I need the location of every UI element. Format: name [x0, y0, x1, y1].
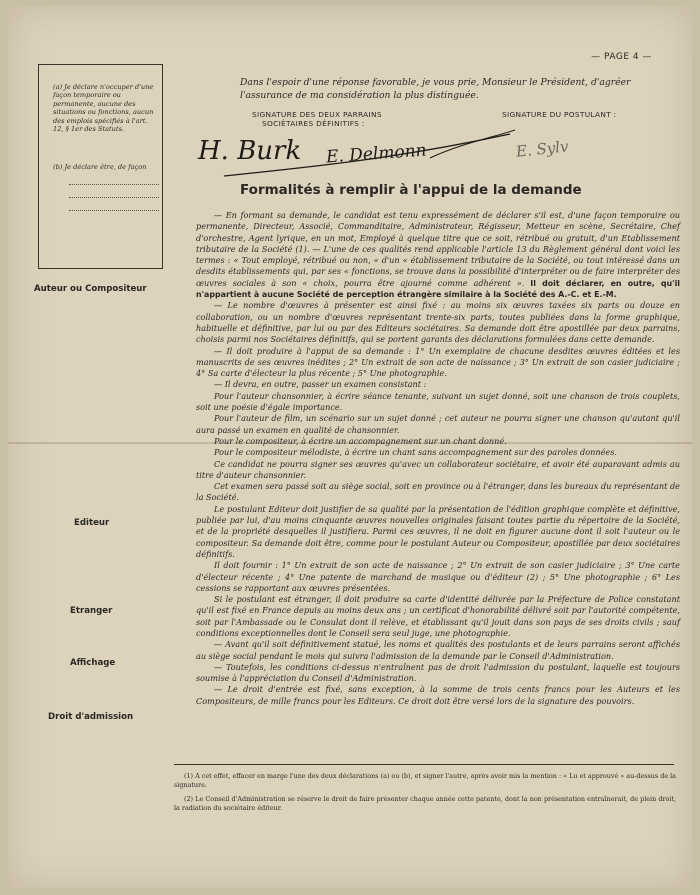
paragraph: — Toutefois, les conditions ci-dessus n'entraînent pas de droit l'admission du postulant, laquelle est toujours soumise à l'appréciation du Conseil d'Administration.: [196, 661, 680, 684]
document-page: [8, 6, 692, 888]
applicant-signature: E. Sylv: [515, 137, 570, 161]
footnote-rule: [174, 764, 674, 765]
side-label-posting: Affichage: [70, 658, 116, 668]
declaration-a: (a) Je déclare n'occuper d'une façon temporaire ou permanente, aucune des situations ou fonctions, aucun des emplois spécifiés à l'art. 12, § 1er des Statuts.: [53, 83, 154, 134]
paragraph: Le postulant Editeur doit justifier de sa qualité par la présentation de l'édition graphique complète et définitive, publiée par lui, d'au moins cinquante œuvres nouvelles originales faisant toutes partie du répertoire de la Société, et de la propriété desquelles il justifiera. Parmi ces œuvres, il ne doit en figurer aucune dont il soit l'auteur ou le compositeur. Sa demande doit être, comme pour le postulant Auteur ou Compositeur, apostillée par deux sociétaires définitifs.: [196, 503, 680, 559]
side-label-foreigner: Etranger: [70, 606, 113, 616]
paragraph: Pour l'auteur de film, un scénario sur un sujet donné ; cet auteur ne pourra signer une chanson qu'autant qu'il aura passé un examen en qualité de chansonnier.: [196, 413, 680, 435]
paragraph: Il doit fournir : 1° Un extrait de son acte de naissance ; 2° Un extrait de son casier judiciaire ; 3° Une carte d'électeur récente ; 4° Une patente de marchand de musique ou d'éditeur (2) ; 5° Une photographie ; 6° Les cessions se rapportant aux œuvres présentées.: [196, 560, 680, 593]
paragraph: — Le nombre d'œuvres à présenter est ainsi fixé : au moins six œuvres taxées six parts ou douze en collaboration, ou un nombre d'œuvres représentant trente-six parts, toutes publiées dans la forme graphique, habituelle et définitive, par lui ou par des Editeurs sociétaires. Sa demande doit être apostillée par deux parrains, choisis parmi nos Sociétaires définitifs, qui se portent garants des déclarations formulées dans cette demande.: [196, 300, 680, 345]
paragraph: Si le postulant est étranger, il doit produire sa carte d'identité délivrée par la Préfecture de Police constatant qu'il est fixé en France depuis au moins deux ans ; un certificat d'honorabilité délivré soit par l'autorité compétente, soit par l'Ambassade ou le Consulat dont il relève, et établissant qu'il jouit dans son pays de ses droits civils ; sauf conditions exceptionnelles dont le Conseil sera seul juge, une photographie.: [196, 594, 680, 638]
sponsors-label-line-1: SIGNATURE DES DEUX PARRAINS: [252, 110, 382, 119]
applicant-signature-label: SIGNATURE DU POSTULANT :: [502, 110, 617, 119]
footnote-1: (1) A cet effet, effacer en marge l'une des deux déclarations (a) ou (b), et signer l'autre, après avoir mis la mention : « Lu et approuvé » au-dessus de la signature.: [174, 772, 676, 789]
closing-formula: Dans l'espoir d'une réponse favorable, je vous prie, Monsieur le Président, d'agréer l'assurance de ma considération la plus distinguée.: [240, 77, 631, 101]
sponsor-signature-1: H. Burk: [198, 136, 302, 166]
paragraph: [196, 210, 680, 300]
paragraph-text: — En formant sa demande, le candidat est tenu expressément de déclarer s'il est, d'une façon temporaire ou permanente, Directeur, Associé, Commanditaire, Administrateur, Régisseur, Metteur en scène, Secrétaire, Chef d'orchestre, Agent lyrique, en un mot, Employé à quelque titre que ce soit, rétribué ou gratuit, d'un Etablissement tributaire de la Société (1). — L'une de ces qualités rend applicable l'article 13 du Règlement général dont voici les termes : « Tout employé, rétribué ou non, « d'un « établissement tributaire de la Société, ou tout intéressé dans un desdits établissements qui, par ses « fonctions, se trouve dans la possibilité d'interpréter ou de faire interpréter des œuvres sociales à son « choix, pourra être ajourné comme adhérent ».: [196, 210, 680, 288]
paragraph: Pour l'auteur chansonnier, à écrire séance tenante, suivant un sujet donné, soit une chanson de trois couplets, soit une poésie d'égale importance.: [196, 390, 680, 413]
sponsors-label-line-2: SOCIÉTAIRES DÉFINITIFS :: [262, 119, 365, 128]
sponsor-signature-2: E. Delmonn: [325, 140, 428, 168]
declaration-box: [38, 64, 163, 269]
paragraph: — Le droit d'entrée est fixé, sans exception, à la somme de trois cents francs pour les Auteurs et les Compositeurs, de mille francs pour les Editeurs. Ce droit doit être versé lors de la signature des pouvoirs.: [196, 684, 680, 706]
paragraph: Ce candidat ne pourra signer ses œuvres qu'avec un collaborateur sociétaire, et avoir été auparavant admis au titre d'auteur chansonnier.: [196, 458, 680, 480]
paragraph: — Il doit produire à l'appui de sa demande : 1° Un exemplaire de chacune desdites œuvres éditées et les manuscrits de ses œuvres inédites ; 2° Un extrait de son acte de naissance ; 3° Un extrait de son casier judiciaire ; 4° Sa carte d'électeur la plus récente ; 5° Une photographie.: [196, 345, 680, 379]
footnotes: [174, 772, 676, 818]
paragraph: Cet examen sera passé soit au siège social, soit en province ou à l'étranger, dans les bureaux du représentant de la Société.: [196, 481, 680, 503]
paragraph: Pour le compositeur, à écrire un accompagnement sur un chant donné.: [214, 435, 507, 446]
side-label-author: Auteur ou Compositeur: [34, 284, 147, 294]
formalities-text: [196, 210, 680, 707]
declaration-line: [69, 172, 159, 185]
section-title: Formalités à remplir à l'appui de la demande: [240, 182, 582, 198]
declaration-line: [69, 185, 159, 198]
footnote-2: (2) Le Conseil d'Administration se réserve le droit de faire présenter chaque année cette patente, dont la non présentation entraînerait, de plein droit, la radiation du sociétaire éditeur.: [174, 795, 676, 812]
paragraph: — Avant qu'il soit définitivement statué, les noms et qualités des postulants et de leurs parrains seront affichés au siège social pendant le mois qui suivra l'admission de la demande par le Conseil d'Administration.: [196, 639, 680, 661]
side-label-editor: Editeur: [74, 518, 110, 528]
signature-flourish: [220, 124, 520, 186]
side-label-admission-fee: Droit d'admission: [48, 712, 134, 722]
paragraph: — Il devra, en outre, passer un examen consistant :: [214, 379, 427, 390]
page-number: — PAGE 4 —: [591, 52, 652, 62]
paragraph: Pour le compositeur mélodiste, à écrire un chant sans accompagnement sur des paroles données.: [214, 447, 617, 458]
declaration-line: [69, 198, 159, 211]
declaration-b: (b) Je déclare être, de façon: [53, 163, 147, 172]
paragraph-emphasis: Il doit déclarer, en outre, qu'il n'appartient à aucune Société de perception étrangère similaire à la Société des A.-C. et E.-M.: [196, 278, 680, 300]
